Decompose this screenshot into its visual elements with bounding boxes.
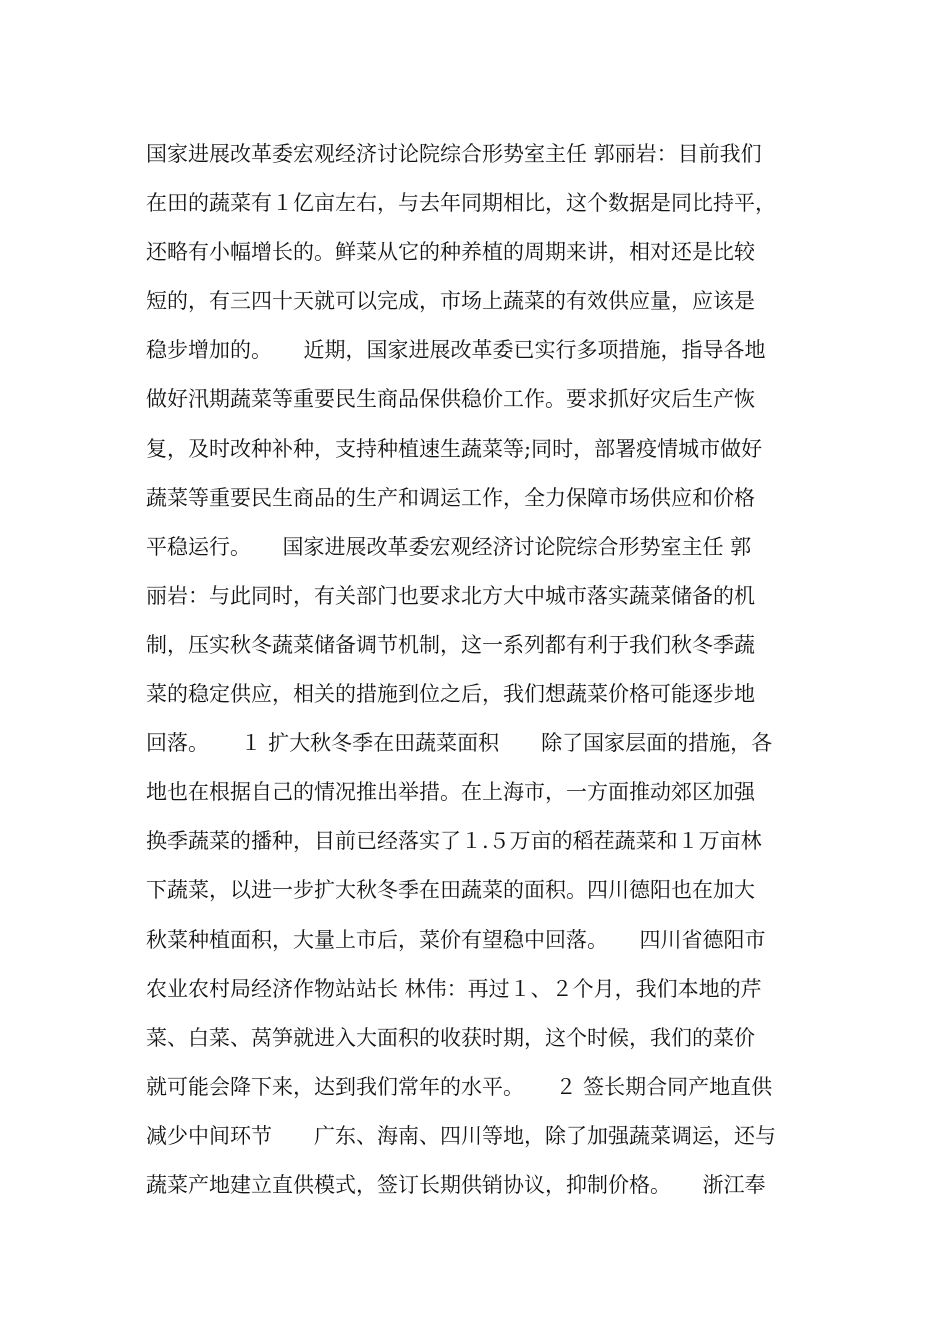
text-line: 丽岩：与此同时，有关部门也要求北方大中城市落实蔬菜储备的机 bbox=[146, 583, 755, 608]
text-line: 稳步增加的。 近期，国家进展改革委已实行多项措施，指导各地 bbox=[146, 338, 766, 363]
text-line: 国家进展改革委宏观经济讨论院综合形势室主任 郭丽岩：目前我们 bbox=[146, 142, 762, 166]
text-line: 就可能会降下来，达到我们常年的水平。 ２ 签长期合同产地直供 bbox=[146, 1074, 773, 1099]
text-line: 秋菜种植面积，大量上市后，菜价有望稳中回落。 四川省德阳市 bbox=[146, 927, 766, 952]
text-line: 平稳运行。 国家进展改革委宏观经济讨论院综合形势室主任 郭 bbox=[146, 534, 752, 559]
text-line: 制，压实秋冬蔬菜储备调节机制，这一系列都有利于我们秋冬季蔬 bbox=[146, 632, 755, 657]
text-line: 农业农村局经济作物站站长 林伟：再过１、２个月，我们本地的芹 bbox=[146, 976, 762, 1001]
text-line: 地也在根据自己的情况推出举措。在上海市，一方面推动郊区加强 bbox=[146, 780, 755, 805]
text-line: 菜的稳定供应，相关的措施到位之后，我们想蔬菜价格可能逐步地 bbox=[146, 682, 755, 707]
text-line: 减少中间环节 广东、海南、四川等地，除了加强蔬菜调运，还与 bbox=[146, 1123, 776, 1148]
text-line: 换季蔬菜的播种，目前已经落实了１.５万亩的稻茬蔬菜和１万亩林 bbox=[146, 829, 762, 854]
text-line: 蔬菜等重要民生商品的生产和调运工作，全力保障市场供应和价格 bbox=[146, 485, 755, 510]
text-line: 做好汛期蔬菜等重要民生商品保供稳价工作。要求抓好灾后生产恢 bbox=[146, 387, 755, 412]
text-line: 还略有小幅增长的。鲜菜从它的种养植的周期来讲，相对还是比较 bbox=[146, 240, 755, 265]
text-line: 短的，有三四十天就可以完成，市场上蔬菜的有效供应量，应该是 bbox=[146, 289, 755, 314]
article-body bbox=[146, 132, 836, 1212]
text-line: 菜、白菜、莴笋就进入大面积的收获时期，这个时候，我们的菜价 bbox=[146, 1025, 755, 1050]
text-line: 复，及时改种补种，支持种植速生蔬菜等;同时，部署疫情城市做好 bbox=[146, 436, 763, 461]
text-line: 回落。 １ 扩大秋冬季在田蔬菜面积 除了国家层面的措施，各 bbox=[146, 731, 773, 756]
text-line: 下蔬菜，以进一步扩大秋冬季在田蔬菜的面积。四川德阳也在加大 bbox=[146, 878, 755, 903]
text-line: 在田的蔬菜有１亿亩左右，与去年同期相比，这个数据是同比持平， bbox=[146, 191, 776, 216]
text-line: 蔬菜产地建立直供模式，签订长期供销协议，抑制价格。 浙江奉 bbox=[146, 1172, 766, 1197]
